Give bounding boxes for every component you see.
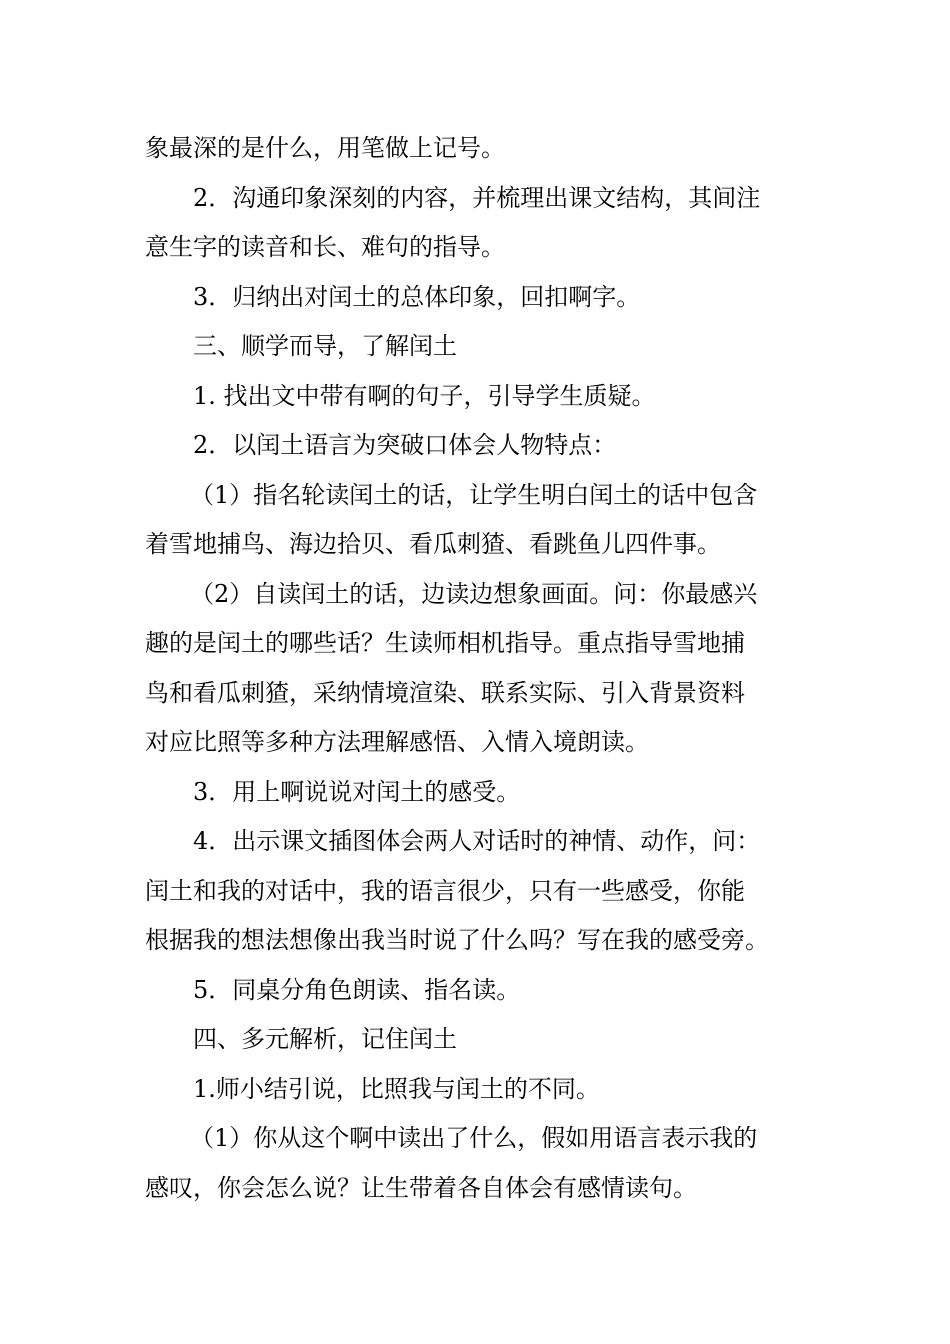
section-heading: 三、顺学而导，了解闰土	[193, 332, 457, 360]
text-line: 象最深的是什么，用笔做上记号。	[145, 134, 505, 162]
text-line: 2．以闰土语言为突破口体会人物特点：	[193, 431, 617, 459]
text-line: 鸟和看瓜刺猹，采纳情境渲染、联系实际、引入背景资料	[145, 678, 745, 707]
text-line: 4．出示课文插图体会两人对话时的神情、动作，问：	[193, 827, 761, 855]
text-line: （1）指名轮读闰土的话，让学生明白闰土的话中包含	[190, 480, 758, 509]
section-heading: 四、多元解析，记住闰土	[193, 1025, 457, 1053]
text-line: 5．同桌分角色朗读、指名读。	[193, 975, 521, 1004]
text-line: （1）你从这个啊中读出了什么，假如用语言表示我的	[190, 1124, 758, 1152]
text-line: 闰土和我的对话中，我的语言很少，只有一些感受，你能	[145, 876, 745, 905]
text-line: （2）自读闰土的话，边读边想象画面。问：你最感兴	[190, 579, 758, 608]
text-line: 2．沟通印象深刻的内容，并梳理出课文结构，其间注	[193, 183, 761, 212]
document-body	[145, 124, 810, 1213]
text-line: 1.师小结引说，比照我与闰土的不同。	[193, 1074, 600, 1103]
text-line: 趣的是闰土的哪些话？生读师相机指导。重点指导雪地捕	[145, 629, 745, 657]
text-line: 1. 找出文中带有啊的句子，引导学生质疑。	[193, 381, 656, 410]
text-line: 感叹，你会怎么说？让生带着各自体会有感情读句。	[145, 1173, 697, 1202]
text-line: 3．归纳出对闰土的总体印象，回扣啊字。	[193, 282, 641, 311]
text-line: 意生字的读音和长、难句的指导。	[145, 233, 505, 261]
text-line: 对应比照等多种方法理解感悟、入情入境朗读。	[145, 728, 649, 756]
text-line: 根据我的想法想像出我当时说了什么吗？写在我的感受旁。	[145, 926, 769, 954]
text-line: 3．用上啊说说对闰土的感受。	[193, 777, 521, 806]
text-line: 着雪地捕鸟、海边拾贝、看瓜刺猹、看跳鱼儿四件事。	[145, 530, 721, 558]
